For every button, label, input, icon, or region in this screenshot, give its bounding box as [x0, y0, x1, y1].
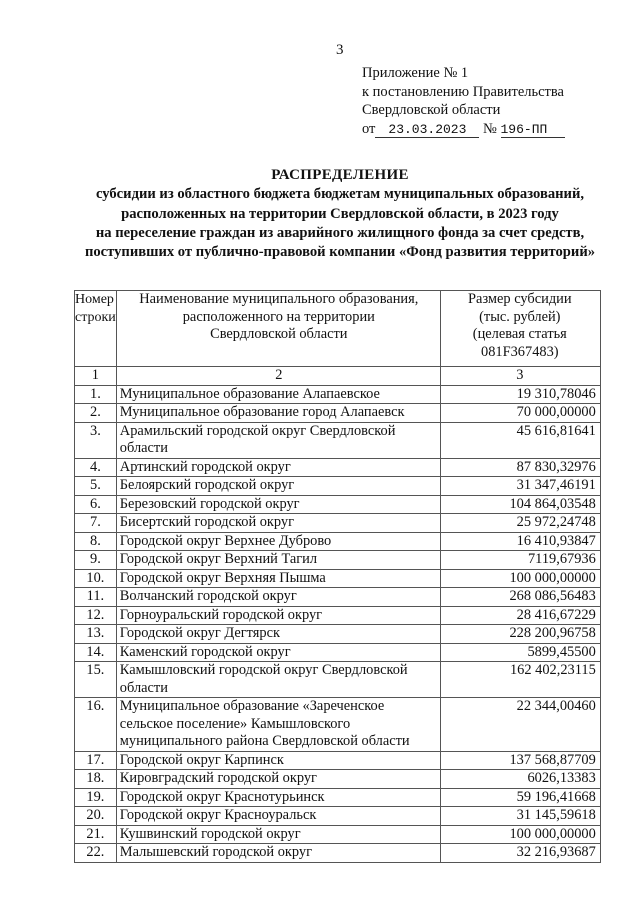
row-number: 1. [75, 385, 117, 404]
row-number: 16. [75, 698, 117, 752]
subsidy-amount: 162 402,23115 [440, 662, 600, 698]
title-line-2: расположенных на территории Свердловской области, в 2023 году [121, 205, 559, 222]
title-line-4: поступивших от публично-правовой компании «Фонд развития территорий» [84, 244, 596, 261]
header-text: Размер субсидии [468, 291, 572, 307]
column-number-2: 2 [116, 367, 440, 386]
row-number: 13. [75, 625, 117, 644]
header-text: (целевая статья [472, 326, 567, 342]
page-number: 3 [336, 42, 344, 58]
municipality-name: Муниципальное образование «Зареченское сельское поселение» Камышловского муниципального района Свердловской области [116, 698, 440, 752]
subsidy-amount: 16 410,93847 [440, 532, 600, 551]
header-row-number [75, 291, 117, 367]
table-row [75, 751, 601, 770]
municipality-name: Городской округ Верхнее Дуброво [116, 532, 440, 551]
subsidy-amount: 22 344,00460 [440, 698, 600, 752]
column-number-3: 3 [440, 367, 600, 386]
subsidy-amount: 32 216,93687 [440, 844, 600, 863]
municipality-name: Каменский городской округ [116, 643, 440, 662]
subsidy-amount: 228 200,96758 [440, 625, 600, 644]
table-row [75, 625, 601, 644]
row-number: 10. [75, 569, 117, 588]
appendix-header [362, 64, 565, 138]
table-row [75, 825, 601, 844]
title-line-3: на переселение граждан из аварийного жилищного фонда за счет средств, [95, 224, 585, 241]
table-row [75, 770, 601, 789]
header-text: строки [75, 309, 116, 325]
municipality-name: Горноуральский городской округ [116, 606, 440, 625]
column-number-1: 1 [75, 367, 117, 386]
table-row [75, 495, 601, 514]
header-text: Наименование муниципального образования, [139, 291, 419, 307]
table-row [75, 788, 601, 807]
title-main: РАСПРЕДЕЛЕНИЕ [271, 167, 409, 183]
date-prefix: от [362, 120, 376, 137]
subsidy-amount: 70 000,00000 [440, 404, 600, 423]
header-text: расположенного на территории [182, 308, 375, 325]
municipality-name: Городской округ Дегтярск [116, 625, 440, 644]
subsidy-amount: 87 830,32976 [440, 458, 600, 477]
municipality-name: Камышловский городской округ Свердловской области [116, 662, 440, 698]
municipality-name: Бисертский городской округ [116, 514, 440, 533]
row-number: 18. [75, 770, 117, 789]
municipality-name: Городской округ Красноуральск [116, 807, 440, 826]
subsidy-amount: 19 310,78046 [440, 385, 600, 404]
subsidy-amount: 28 416,67229 [440, 606, 600, 625]
table-row [75, 477, 601, 496]
municipality-name: Арамильский городской округ Свердловской области [116, 422, 440, 458]
municipality-name: Городской округ Краснотурьинск [116, 788, 440, 807]
row-number: 9. [75, 551, 117, 570]
row-number: 17. [75, 751, 117, 770]
subsidy-amount: 31 145,59618 [440, 807, 600, 826]
subsidy-amount: 100 000,00000 [440, 569, 600, 588]
appendix-line-3: Свердловской области [362, 102, 501, 118]
table-row [75, 458, 601, 477]
table-row [75, 643, 601, 662]
municipality-name: Муниципальное образование Алапаевское [116, 385, 440, 404]
row-number: 8. [75, 532, 117, 551]
municipality-name: Волчанский городской округ [116, 588, 440, 607]
subsidy-amount: 31 347,46191 [440, 477, 600, 496]
subsidy-amount: 137 568,87709 [440, 751, 600, 770]
appendix-line-1: Приложение № 1 [362, 65, 469, 81]
municipality-name: Белоярский городской округ [116, 477, 440, 496]
document-title [60, 166, 620, 262]
municipality-name: Березовский городской округ [116, 495, 440, 514]
subsidy-amount: 268 086,56483 [440, 588, 600, 607]
row-number: 11. [75, 588, 117, 607]
table-header-row [75, 291, 601, 367]
row-number: 21. [75, 825, 117, 844]
distribution-table [74, 290, 601, 863]
header-text: (тыс. рублей) [479, 308, 561, 325]
table-row [75, 807, 601, 826]
table-row [75, 385, 601, 404]
row-number: 12. [75, 606, 117, 625]
subsidy-amount: 25 972,24748 [440, 514, 600, 533]
table-row [75, 404, 601, 423]
table-row [75, 844, 601, 863]
subsidy-amount: 100 000,00000 [440, 825, 600, 844]
row-number: 2. [75, 404, 117, 423]
row-number: 22. [75, 844, 117, 863]
row-number: 5. [75, 477, 117, 496]
row-number: 15. [75, 662, 117, 698]
table-row [75, 698, 601, 752]
subsidy-amount: 5899,45500 [440, 643, 600, 662]
table-row [75, 662, 601, 698]
header-subsidy-amount [440, 291, 600, 367]
number-prefix: № [483, 120, 497, 137]
table-row [75, 569, 601, 588]
appendix-line-2: к постановлению Правительства [362, 83, 564, 100]
municipality-name: Муниципальное образование город Алапаевск [116, 404, 440, 423]
header-text: Свердловской области [210, 326, 348, 342]
municipality-name: Городской округ Карпинск [116, 751, 440, 770]
row-number: 3. [75, 422, 117, 458]
table-row [75, 514, 601, 533]
header-text: Номер [75, 292, 114, 307]
resolution-date: 23.03.2023 [375, 122, 479, 138]
header-municipality [116, 291, 440, 367]
subsidy-amount: 104 864,03548 [440, 495, 600, 514]
table-row [75, 422, 601, 458]
header-text: 081F367483) [481, 343, 559, 360]
subsidy-amount: 7119,67936 [440, 551, 600, 570]
appendix-date-line [362, 120, 565, 139]
row-number: 7. [75, 514, 117, 533]
title-line-1: субсидии из областного бюджета бюджетам муниципальных образований, [96, 186, 584, 203]
subsidy-amount: 45 616,81641 [440, 422, 600, 458]
row-number: 6. [75, 495, 117, 514]
row-number: 20. [75, 807, 117, 826]
subsidy-amount: 6026,13383 [440, 770, 600, 789]
municipality-name: Кушвинский городской округ [116, 825, 440, 844]
municipality-name: Городской округ Верхняя Пышма [116, 569, 440, 588]
resolution-number: 196-ПП [501, 122, 565, 138]
municipality-name: Городской округ Верхний Тагил [116, 551, 440, 570]
municipality-name: Малышевский городской округ [116, 844, 440, 863]
subsidy-amount: 59 196,41668 [440, 788, 600, 807]
row-number: 4. [75, 458, 117, 477]
column-number-row [75, 367, 601, 386]
municipality-name: Артинский городской округ [116, 458, 440, 477]
municipality-name: Кировградский городской округ [116, 770, 440, 789]
table-row [75, 551, 601, 570]
table-row [75, 532, 601, 551]
row-number: 19. [75, 788, 117, 807]
table-row [75, 606, 601, 625]
table-row [75, 588, 601, 607]
row-number: 14. [75, 643, 117, 662]
